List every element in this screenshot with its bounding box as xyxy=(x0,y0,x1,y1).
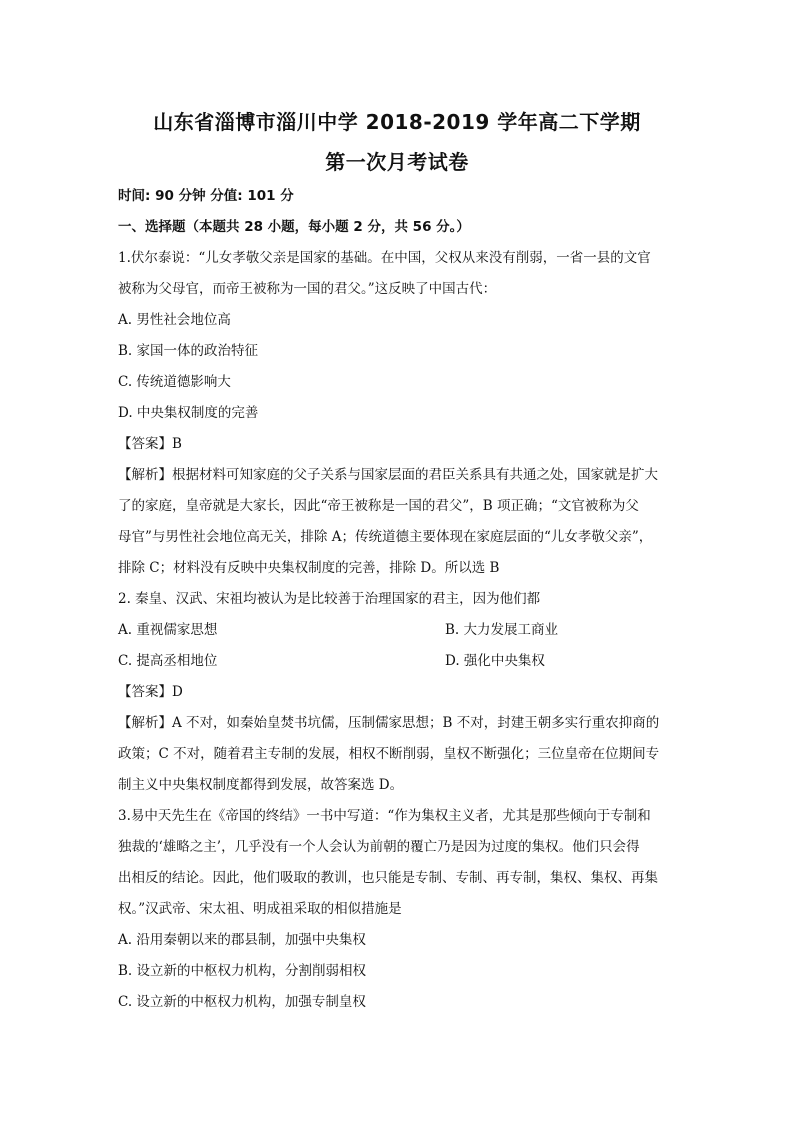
section-heading: 一、选择题（本题共 28 小题，每小题 2 分，共 56 分。） xyxy=(118,219,470,235)
q3-stem-line: 出相反的结论。因此，他们吸取的教训，也只能是专制、专制、再专制，集权、集权、再集 xyxy=(118,870,658,886)
q2-answer: 【答案】D xyxy=(118,684,183,700)
q1-analysis-line: 【解析】根据材料可知家庭的父子关系与国家层面的君臣关系具有共通之处，国家就是扩大 xyxy=(118,467,658,483)
q3-stem-line: 独裁的‘雄略之主’，几乎没有一个人会认为前朝的覆亡乃是因为过度的集权。他们只会得 xyxy=(118,839,640,855)
q2-analysis-line: 【解析】A 不对，如秦始皇焚书坑儒，压制儒家思想；B 不对，封建王朝多实行重农抑商的 xyxy=(118,715,660,731)
q1-option-d: D. 中央集权制度的完善 xyxy=(118,405,259,421)
q2-option-a: A. 重视儒家思想 xyxy=(118,622,218,638)
q2-option-d: D. 强化中央集权 xyxy=(445,653,545,669)
document-subtitle: 第一次月考试卷 xyxy=(325,150,469,174)
document-title: 山东省淄博市淄川中学 2018-2019 学年高二下学期 xyxy=(153,110,641,134)
q1-stem-line: 被称为父母官，而帝王被称为一国的君父。”这反映了中国古代： xyxy=(118,281,497,297)
q3-option-b: B. 设立新的中枢权力机构，分割削弱相权 xyxy=(118,963,367,979)
q3-option-c: C. 设立新的中枢权力机构，加强专制皇权 xyxy=(118,994,366,1010)
q2-option-c: C. 提高丞相地位 xyxy=(118,653,218,669)
q1-analysis-line: 了的家庭，皇帝就是大家长，因此“帝王被称是一国的君父”，B 项正确；“文官被称为父 xyxy=(118,498,639,514)
q1-answer: 【答案】B xyxy=(118,436,182,452)
q1-stem-line: 1.伏尔泰说：“儿女孝敬父亲是国家的基础。在中国，父权从来没有削弱，一省一县的文官 xyxy=(118,250,651,266)
q1-option-b: B. 家国一体的政治特征 xyxy=(118,343,259,359)
q1-analysis-line: 排除 C；材料没有反映中央集权制度的完善，排除 D。所以选 B xyxy=(118,560,500,576)
q2-stem-line: 2. 秦皇、汉武、宋祖均被认为是比较善于治理国家的君主，因为他们都 xyxy=(118,591,541,607)
q2-analysis-line: 制主义中央集权制度都得到发展，故答案选 D。 xyxy=(118,777,404,793)
q2-analysis-line: 政策；C 不对，随着君主专制的发展，相权不断削弱，皇权不断强化；三位皇帝在位期间专 xyxy=(118,746,660,762)
q1-option-a: A. 男性社会地位高 xyxy=(118,312,231,328)
q1-option-c: C. 传统道德影响大 xyxy=(118,374,231,390)
q3-stem-line: 3.易中天先生在《帝国的终结》一书中写道：“作为集权主义者，尤其是那些倾向于专制和 xyxy=(118,808,651,824)
q3-option-a: A. 沿用秦朝以来的郡县制，加强中央集权 xyxy=(118,932,366,948)
exam-meta: 时间: 90 分钟 分值: 101 分 xyxy=(118,188,294,204)
q2-option-b: B. 大力发展工商业 xyxy=(445,622,559,638)
q1-analysis-line: 母官”与男性社会地位高无关，排除 A；传统道德主要体现在家庭层面的“儿女孝敬父亲”， xyxy=(118,529,653,545)
q3-stem-line: 权。”汉武帝、宋太祖、明成祖采取的相似措施是 xyxy=(118,901,402,917)
